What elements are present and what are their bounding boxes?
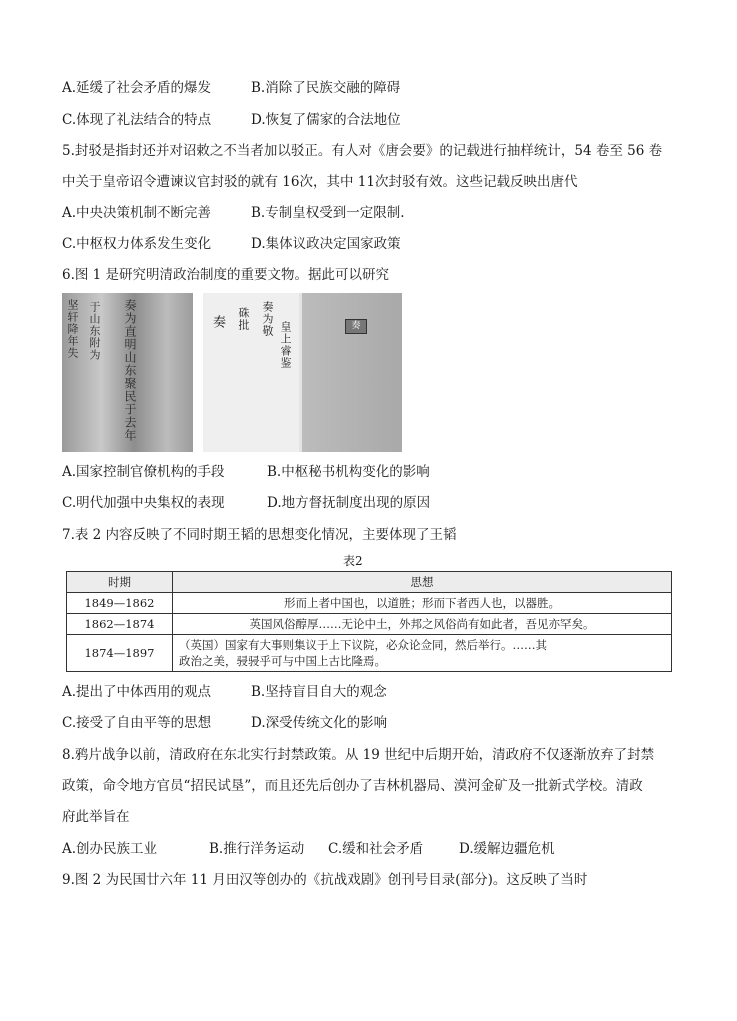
table-cell-thought-line: 形而上者中国也，以道胜；形而下者西人也，以器胜。 bbox=[284, 596, 560, 610]
figure1-col8: 皇上睿鉴 bbox=[279, 321, 292, 369]
q7-option-c: C.接受了自由平等的思想 bbox=[62, 715, 212, 731]
q5-option-a: A.中央决策机制不断完善 bbox=[62, 205, 212, 221]
q7-option-a: A.提出了中体西用的观点 bbox=[62, 684, 212, 700]
table-row bbox=[67, 635, 672, 672]
q6-stem: 6.图 1 是研究明清政治制度的重要文物。据此可以研究 bbox=[62, 267, 390, 283]
figure1-col7: 硃批 bbox=[237, 307, 250, 331]
figure1-col4: 奏 bbox=[210, 315, 225, 329]
figure1-photo-manuscript bbox=[62, 293, 193, 452]
table-header-period: 时期 bbox=[67, 572, 173, 593]
q8-stem-line3: 府此举旨在 bbox=[62, 809, 130, 825]
q4-options-row2 bbox=[62, 111, 401, 129]
q4-options-row1 bbox=[62, 79, 400, 97]
table-header-thought: 思想 bbox=[173, 572, 672, 593]
q4-option-a: A.延缓了社会矛盾的爆发 bbox=[62, 80, 212, 96]
q8-option-c: C.缓和社会矛盾 bbox=[328, 841, 424, 857]
q4-option-d: D.恢复了儒家的合法地位 bbox=[251, 112, 401, 128]
q7-stem: 7.表 2 内容反映了不同时期王韬的思想变化情况，主要体现了王韬 bbox=[62, 527, 457, 543]
table2-caption: 表2 bbox=[343, 554, 363, 568]
q5-option-d: D.集体议政决定国家政策 bbox=[251, 236, 401, 252]
q5-stem-line2: 中关于皇帝诏令遭谏议官封驳的就有 16次，其中 11次封驳有效。这些记载反映出唐代 bbox=[62, 174, 578, 190]
q8-option-b: B.推行洋务运动 bbox=[209, 841, 305, 857]
q6-option-c: C.明代加强中央集权的表现 bbox=[62, 495, 225, 511]
q9-stem: 9.图 2 为民国廿六年 11 月田汉等创办的《抗战戏剧》创刊号目录(部分)。这反映了当时 bbox=[62, 872, 588, 888]
q6-options-row1 bbox=[62, 463, 430, 481]
figure1-col3: 奏为直明山东聚民于去年 bbox=[123, 299, 137, 442]
q8-option-a: A.创办民族工业 bbox=[62, 841, 158, 857]
table-cell-period: 1849—1862 bbox=[67, 593, 173, 614]
q5-options-row1 bbox=[62, 204, 405, 222]
table-cell-thought-line: 英国风俗醇厚……无论中土，外邦之风俗尚有如此者，吾见亦罕矣。 bbox=[249, 617, 595, 631]
table-cell-thought-line: （英国）国家有大事则集议于上下议院，必众论佥同，然后举行。……其 bbox=[179, 638, 547, 652]
q4-option-c: C.体现了礼法结合的特点 bbox=[62, 112, 212, 128]
figure1-col6: 奏为敬 bbox=[261, 301, 274, 337]
figure1-memorial-cover bbox=[302, 293, 402, 452]
table-row bbox=[67, 593, 672, 614]
q6-option-a: A.国家控制官僚机构的手段 bbox=[62, 464, 225, 480]
table-cell-thought bbox=[173, 593, 672, 614]
table-cell-thought bbox=[173, 614, 672, 635]
q7-option-d: D.深受传统文化的影响 bbox=[251, 715, 388, 731]
figure1-col1: 坚轩降年失 bbox=[66, 299, 79, 359]
table-cell-thought bbox=[173, 635, 672, 672]
q6-option-b: B.中枢秘书机构变化的影响 bbox=[267, 464, 430, 480]
q7-options-row2 bbox=[62, 714, 387, 732]
table-cell-period: 1862—1874 bbox=[67, 614, 173, 635]
q8-options-row bbox=[62, 840, 555, 858]
q7-option-b: B.坚持盲目自大的观念 bbox=[251, 684, 387, 700]
q8-stem-line1: 8.鸦片战争以前，清政府在东北实行封禁政策。从 19 世纪中后期开始，清政府不仅逐渐放弃了封禁 bbox=[62, 747, 655, 763]
table-header-row bbox=[67, 572, 672, 593]
q8-option-d: D.缓解边疆危机 bbox=[459, 841, 555, 857]
figure1-col2: 于山东附为 bbox=[88, 301, 101, 361]
table-row bbox=[67, 614, 672, 635]
q8-stem-line2: 政策，命令地方官员“招民试垦”，而且还先后创办了吉林机器局、漠河金矿及一批新式学校。清政 bbox=[62, 778, 643, 794]
q7-options-row1 bbox=[62, 683, 387, 701]
table-cell-thought-line: 政治之美，骎骎乎可与中国上古比隆焉。 bbox=[179, 654, 386, 668]
q5-stem-line1: 5.封驳是指封还并对诏敕之不当者加以驳正。有人对《唐会要》的记载进行抽样统计，54 卷至 56 卷 bbox=[62, 143, 663, 159]
figure1-stamp: 奏 bbox=[345, 319, 367, 334]
q4-option-b: B.消除了民族交融的障碍 bbox=[251, 80, 401, 96]
q5-option-b: B.专制皇权受到一定限制. bbox=[251, 205, 405, 221]
figure1-memorial-document bbox=[203, 293, 299, 452]
q6-option-d: D.地方督抚制度出现的原因 bbox=[267, 495, 431, 511]
q6-options-row2 bbox=[62, 494, 430, 512]
table2 bbox=[66, 571, 672, 672]
table-cell-period: 1874—1897 bbox=[67, 635, 173, 672]
q5-options-row2 bbox=[62, 235, 401, 253]
q5-option-c: C.中枢权力体系发生变化 bbox=[62, 236, 212, 252]
